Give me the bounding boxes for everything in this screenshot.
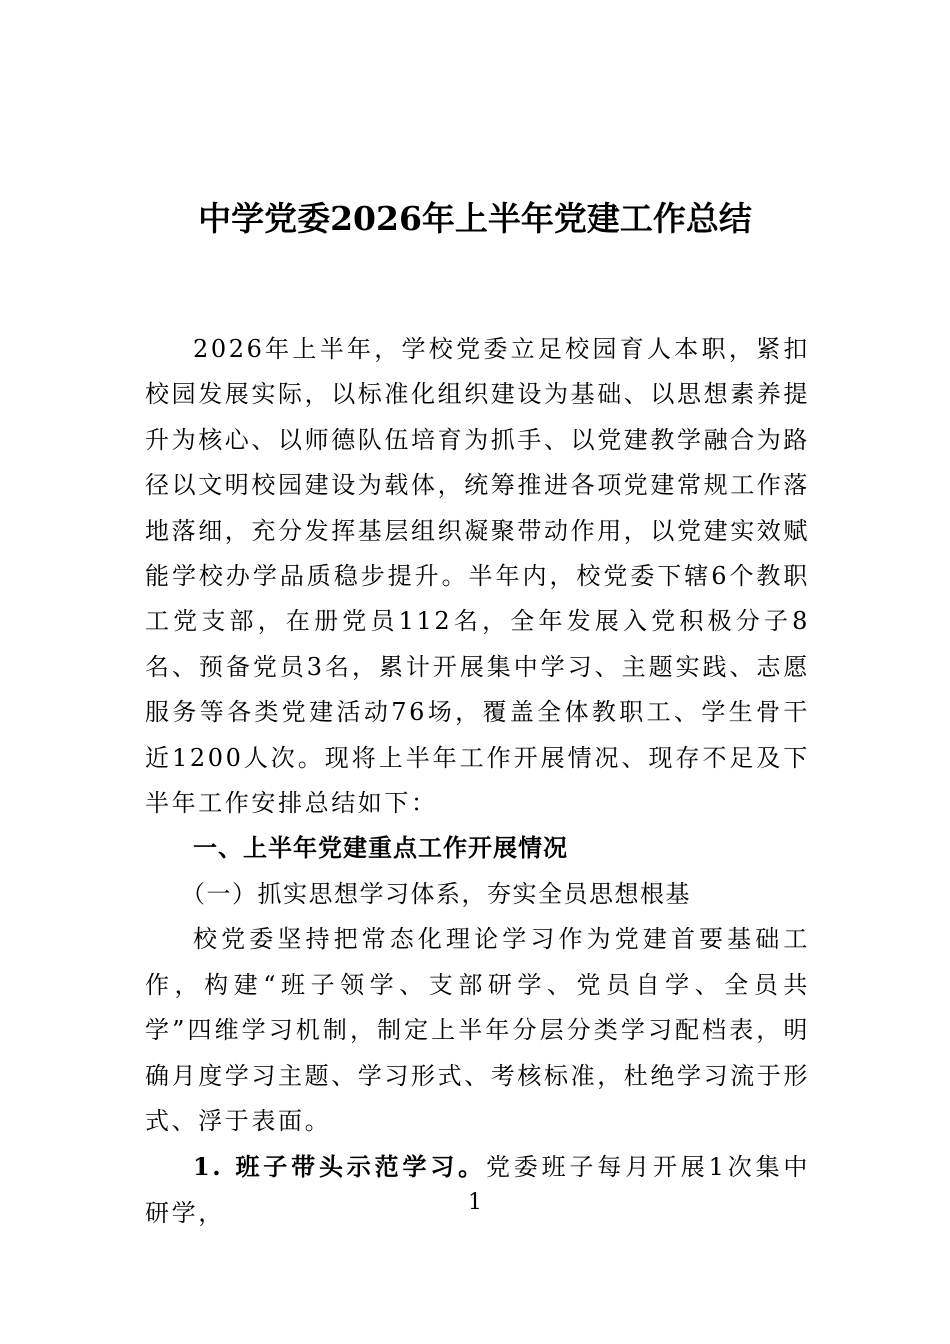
numbered-item-text: 党委班子每月开展1次集中研学， xyxy=(145,1153,810,1227)
section-heading: 一、上半年党建重点工作开展情况 xyxy=(193,834,568,863)
document-title: 中学党委2026年上半年党建工作总结 xyxy=(198,199,752,238)
numbered-item-lead: 1. 班子带头示范学习。 xyxy=(193,1152,486,1182)
intro-paragraph: 2026年上半年，学校党委立足校园育人本职，紧扣校园发展实际，以标准化组织建设为基础、以思想素养提升为核心、以师德队伍培育为抓手、以党建教学融合为路径以文明校园建设为载体，统筹推进各项党建常规工作落地落细，充分发挥基层组织凝聚带动作用，以党建实效赋能学校办学品质稳步提升。半年内，校党委下辖6个教职工党支部，在册党员112名，全年发展入党积极分子8名、预备党员3名，累计开展集中学习、主题实践、志愿服务等各类党建活动76场，覆盖全体教职工、学生骨干近1200人次。现将上半年工作开展情况、现存不足及下半年工作安排总结如下： xyxy=(145,335,810,818)
page-number: 1 xyxy=(468,1190,482,1215)
subsection-heading: （一）抓实思想学习体系，夯实全员思想根基 xyxy=(181,879,691,908)
document-body xyxy=(145,327,810,1236)
subsection-paragraph: 校党委坚持把常态化理论学习作为党建首要基础工作，构建“班子领学、支部研学、党员自学、全员共学”四维学习机制，制定上半年分层分类学习配档表，明确月度学习主题、学习形式、考核标准，杜绝学习流于形式、浮于表面。 xyxy=(145,925,810,1135)
